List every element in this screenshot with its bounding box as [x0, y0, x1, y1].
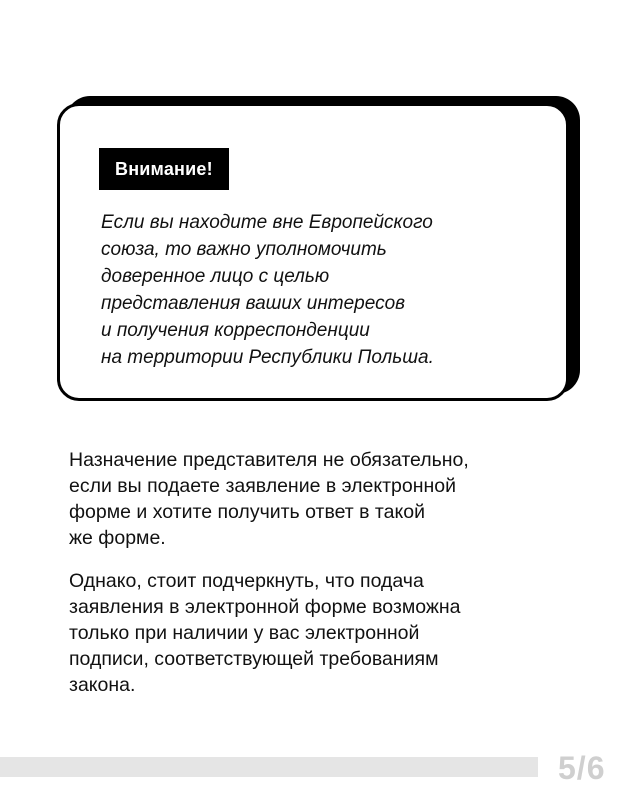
notice-card	[57, 103, 569, 401]
page-counter: 5/6	[558, 750, 606, 786]
attention-badge: Внимание!	[99, 148, 229, 190]
progress-bar	[0, 757, 538, 777]
paragraph-electronic-signature: Однако, стоит подчеркнуть, что подача заявления в электронной форме возможна только при наличии у вас электронной подписи, соответствующей требованиям закона.	[69, 570, 461, 696]
notice-text: Если вы находите вне Европейского союза, то важно уполномочить доверенное лицо с целью представления ваших интересов и получения корреспонденции на территории Республики Польша.	[101, 212, 434, 368]
paragraph-representative: Назначение представителя не обязательно, если вы подаете заявление в электронной форме и хотите получить ответ в такой же форме.	[69, 449, 469, 549]
